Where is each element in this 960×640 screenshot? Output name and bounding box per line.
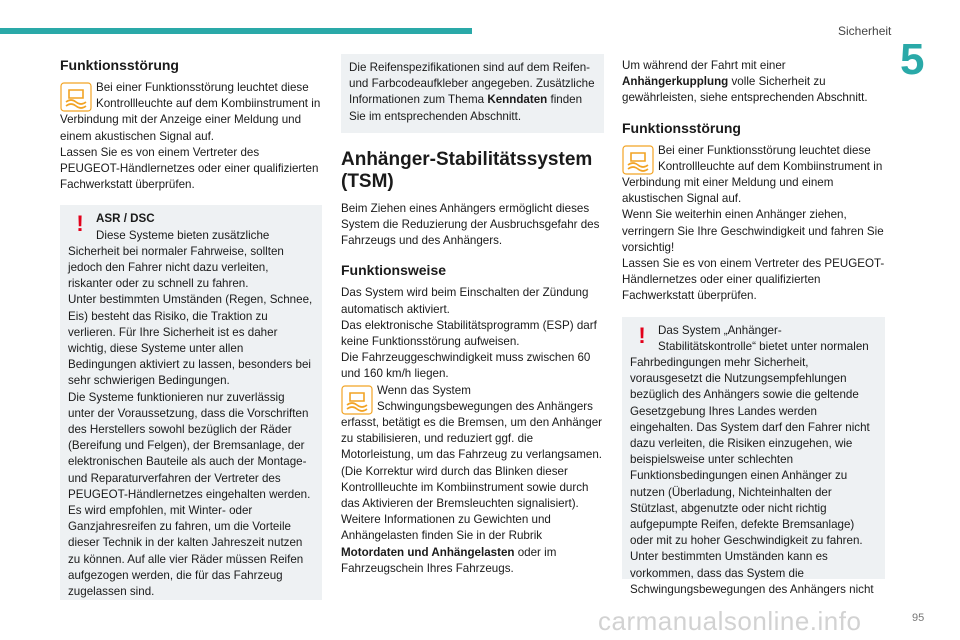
- chapter-number: 5: [900, 35, 925, 84]
- malfunction-heading: Funktionsstörung: [60, 57, 179, 73]
- trailer-warning-icon: [341, 385, 373, 415]
- tsm-intro: Beim Ziehen eines Anhängers ermöglicht dieses System die Reduzierung der Ausbruchsgefahr des Fahrzeugs und des Anhängers.: [341, 201, 600, 248]
- watermark: carmanualsonline.info: [598, 606, 862, 636]
- column-1: [60, 56, 322, 600]
- malfunction-text-4: Wenn Sie weiterhin einen Anhänger ziehen, verringern Sie Ihre Geschwindigkeit und fahren Sie vorsichtig!: [622, 208, 884, 254]
- operation-text-3: Die Fahrzeuggeschwindigkeit muss zwischen 60 und 160 km/h liegen.: [341, 351, 591, 381]
- column-2: [341, 54, 604, 577]
- note-title: ASR / DSC: [96, 212, 155, 226]
- malfunction-text-5: Lassen Sie es von einem Vertreter des PEUGEOT-Händlernetzes oder einer qualifizierten Fachwerkstatt überprüfen.: [622, 257, 885, 303]
- exclamation-icon: !: [638, 322, 646, 348]
- operation-text-4: Wenn das System Schwingungsbewegungen des Anhängers erfasst, betätigt es die Bremsen, um den Anhänger zu stabilisieren, und reduziert ggf. die Motorleistung, um das Fahrzeug zu verlangsamen. (Die Korrektur wird durch das Blinken dieser Kontrollleuchte im Kombiinstrument sowie durch das Aktivieren der Bremsleuchten signalisiert).: [341, 383, 603, 511]
- note-text-3: Die Systeme funktionieren nur zuverlässig unter der Voraussetzung, dass die Vorschriften des Herstellers sowohl bezüglich der Räder (Bereifung und Felgen), der Bremsanlage, der elektronischen Bauteile als auch der Montage- und Reparaturverfahren der Vertreter des PEUGEOT-Händlernetzes eingehalten werden.: [68, 390, 311, 501]
- tsm-note: [622, 317, 885, 596]
- operation-text-2: Das elektronische Stabilitätsprogramm (ESP) darf keine Funktionsstörung aufweisen.: [341, 318, 597, 349]
- operation-text-5: Weitere Informationen zu Gewichten und Anhängelasten finden Sie in der Rubrik Motordaten und Anhängelasten oder im Fahrzeugschein Ihres Fahrzeugs.: [341, 513, 557, 575]
- operation-text-1: Das System wird beim Einschalten der Zündung automatisch aktiviert.: [341, 286, 589, 316]
- tsm-note-text-1: Das System „Anhänger-Stabilitätskontrolle“ bietet unter normalen Fahrbedingungen mehr Sicherheit, vorausgesetzt die Nutzungsempfehlungen bezüglich des Anhängers sowie die geltende Gesetzgebung Ihres Landes werden eingehalten. Das System darf den Fahrer nicht dazu verleiten, die Risiken einzugehen, wie beispielsweise unter schlechten Funktionsbedingungen einen Anhänger zu nutzen (Überladung, Nichteinhalten der Stützlast, abgenutzte oder nicht richtig aufgepumpte Reifen, defekte Bremsanlage) oder mit zu hoher Geschwindigkeit zu fahren.: [630, 323, 870, 548]
- tsm-title: Anhänger-Stabilitätssystem (TSM): [341, 148, 593, 192]
- asr-dsc-note: [60, 205, 322, 600]
- column-3: [622, 58, 885, 596]
- malfunction-text: Bei einer Funktionsstörung leuchtet diese Kontrollleuchte auf dem Kombiinstrument in Verbindung mit der Anzeige einer Meldung und einem akustischen Signal auf.: [60, 81, 321, 143]
- tsm-note-text-2: Unter bestimmten Umständen kann es vorkommen, dass das System die Schwingungsbewegungen des Anhängers nicht: [630, 550, 874, 596]
- tyre-spec-note: [341, 54, 604, 133]
- note-text-1: Diese Systeme bieten zusätzliche Sicherheit bei normaler Fahrweise, sollten jedoch den Fahrer nicht dazu verleiten, riskanter oder zu schnell zu fahren.: [68, 228, 284, 291]
- hitch-text: Um während der Fahrt mit einer Anhängerkupplung volle Sicherheit zu gewährleisten, siehe entsprechenden Abschnitt.: [622, 59, 868, 105]
- header-accent-bar: [0, 28, 472, 34]
- trailer-warning-icon: [60, 82, 92, 112]
- trailer-warning-icon: [622, 145, 654, 175]
- page-number: 95: [912, 612, 925, 624]
- operation-heading: Funktionsweise: [341, 262, 447, 279]
- malfunction-heading-2: Funktionsstörung: [622, 119, 741, 136]
- section-title: Sicherheit: [838, 24, 892, 38]
- malfunction-text-3: Bei einer Funktionsstörung leuchtet diese Kontrollleuchte auf dem Kombiinstrument in Verbindung mit einer Meldung und einem akustischen Signal auf.: [622, 143, 883, 206]
- exclamation-icon: !: [76, 211, 84, 237]
- malfunction-text-2: Lassen Sie es von einem Vertreter des PEUGEOT-Händlernetzes oder einer qualifizierten Fachwerkstatt überprüfen.: [60, 145, 319, 192]
- tyre-spec-text: Die Reifenspezifikationen sind auf dem Reifen- und Farbcodeaufkleber angegeben. Zusätzliche Informationen zum Thema Kenndaten finden Sie im entsprechenden Abschnitt.: [349, 61, 595, 123]
- note-text-2: Unter bestimmten Umständen (Regen, Schnee, Eis) besteht das Risiko, die Traktion zu verlieren. Für Ihre Sicherheit ist es daher wichtig, diese Systeme unter allen Bedingungen aktiviert zu lassen, besonders bei sehr schwierigen Bedingungen.: [68, 293, 313, 388]
- note-text-4: Es wird empfohlen, mit Winter- oder Ganzjahresreifen zu fahren, um die Vorteile dieser Technik in der kalten Jahreszeit nutzen zu können. Auf alle vier Räder müssen Reifen aufgezogen werden, die für das Fahrzeug zugelassen sind.: [68, 504, 304, 599]
